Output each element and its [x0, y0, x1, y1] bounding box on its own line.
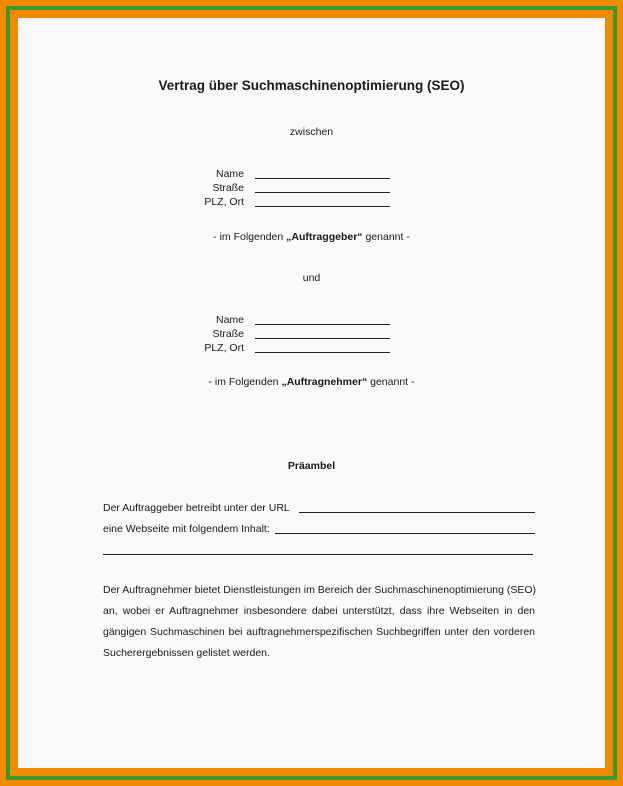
blank-line [255, 206, 390, 207]
between-text: zwischen [289, 126, 334, 138]
paragraph-line: an, wobei er Auftragnehmer insbesondere dabei unterstützt, dass ihre Webseiten in den [103, 605, 535, 617]
blank-line [255, 352, 390, 353]
document-title: Vertrag über Suchmaschinenoptimierung (SEO) [158, 78, 465, 93]
content-label: eine Webseite mit folgendem Inhalt: [103, 523, 270, 535]
role-prefix: - im Folgenden [213, 231, 287, 243]
paragraph-line: Der Auftragnehmer bietet Dienstleistungen im Bereich der Suchmaschinenoptimierung (SEO) [103, 584, 537, 596]
party1-role [18, 231, 605, 243]
field-label: Name [215, 314, 244, 326]
field-label: Name [215, 168, 244, 180]
preamble-paragraph [103, 580, 535, 664]
field-label: PLZ, Ort [204, 342, 244, 354]
field-label: Straße [212, 328, 244, 340]
paragraph-line: gängigen Suchmaschinen bei auftragnehmerspezifischen Suchbegriffen unter den vorderen [103, 626, 535, 638]
content-blank-line-2 [103, 554, 533, 555]
role-name: „Auftraggeber“ [286, 231, 363, 243]
party2-city-row [18, 342, 605, 356]
party2-role [18, 376, 605, 388]
blank-line [255, 338, 390, 339]
document-page [18, 18, 605, 768]
field-label: PLZ, Ort [204, 196, 244, 208]
party1-street-row [18, 182, 605, 196]
and-text: und [302, 272, 321, 284]
party2-street-row [18, 328, 605, 342]
content-blank-line [275, 533, 535, 534]
paragraph-line: Sucherergebnissen gelistet werden. [103, 647, 270, 659]
party2-name-row [18, 314, 605, 328]
role-prefix: - im Folgenden [208, 376, 282, 388]
role-suffix: genannt - [367, 376, 415, 388]
field-label: Straße [212, 182, 244, 194]
url-blank-line [299, 512, 535, 513]
preamble-heading: Präambel [287, 460, 336, 472]
blank-line [255, 192, 390, 193]
blank-line [255, 324, 390, 325]
role-name: „Auftragnehmer“ [281, 376, 368, 388]
role-suffix: genannt - [362, 231, 410, 243]
blank-line [255, 178, 390, 179]
url-label: Der Auftraggeber betreibt unter der URL [103, 502, 290, 514]
party1-city-row [18, 196, 605, 210]
party1-name-row [18, 168, 605, 182]
